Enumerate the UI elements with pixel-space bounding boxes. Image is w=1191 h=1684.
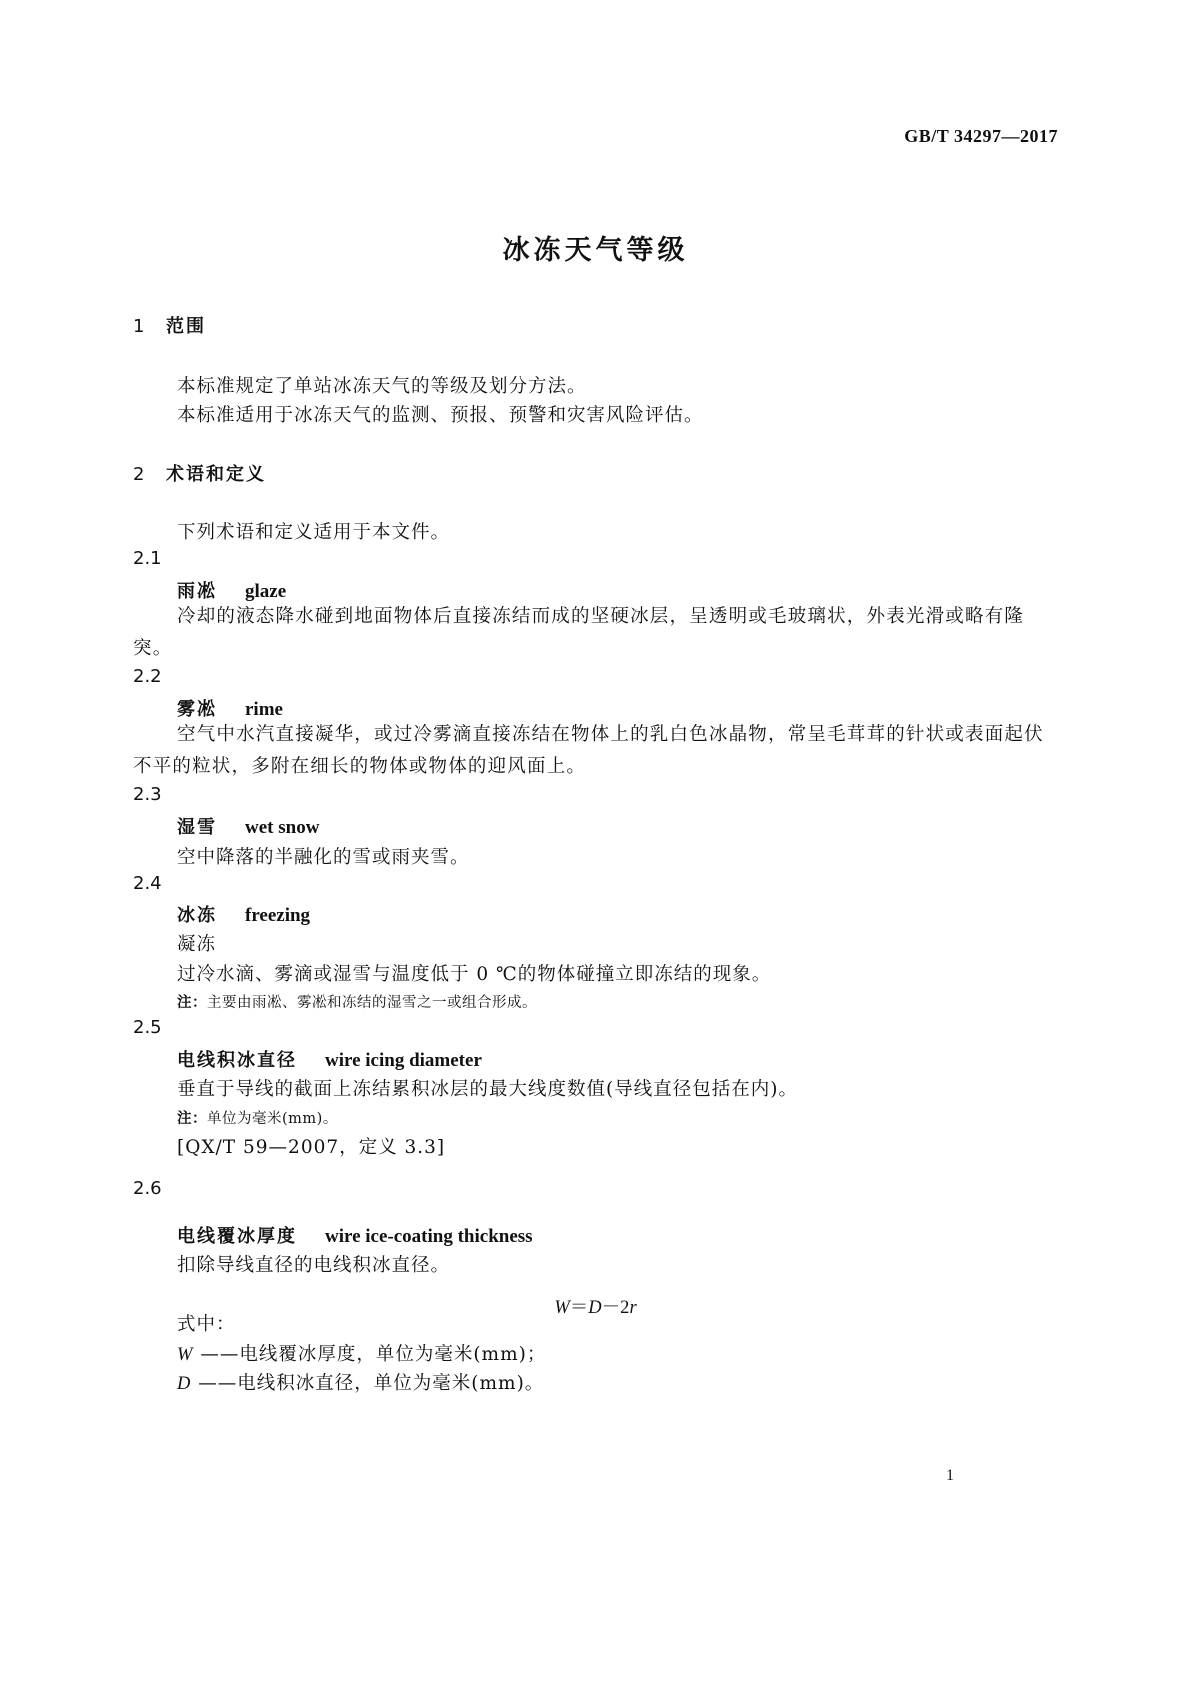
variable-desc: ——电线覆冰厚度，单位为毫米(mm)； — [200, 1344, 547, 1365]
term-definition: 过冷水滴、雾滴或湿雪与温度低于 0 ℃的物体碰撞立即冻结的现象。 — [177, 964, 772, 985]
term-zh: 冰冻 — [177, 905, 217, 926]
term-definition: 垂直于导线的截面上冻结累积冰层的最大线度数值(导线直径包括在内)。 — [177, 1079, 798, 1100]
variable-desc: ——电线积冰直径，单位为毫米(mm)。 — [198, 1373, 545, 1394]
section-number: 2 — [133, 464, 145, 485]
term-zh: 电线覆冰厚度 — [177, 1226, 297, 1247]
term-zh: 雨凇 — [177, 581, 217, 602]
clause-number: 2.5 — [133, 1017, 162, 1038]
note-text: 单位为毫米(mm)。 — [207, 1111, 338, 1127]
formula-eq: ＝ — [569, 1298, 589, 1318]
term-heading — [177, 695, 283, 721]
variable-definition — [177, 1340, 546, 1366]
term-en: glaze — [245, 581, 287, 602]
formula-r: r — [629, 1298, 637, 1318]
paragraph: 本标准适用于冰冻天气的监测、预报、预警和灾害风险评估。 — [177, 405, 704, 426]
section-number: 1 — [133, 316, 145, 337]
term-en: wire icing diameter — [325, 1050, 482, 1071]
formula-op: －2 — [601, 1298, 630, 1318]
clause-number: 2.4 — [133, 873, 162, 894]
document-title: 冰冻天气等级 — [502, 235, 689, 266]
section-1-heading — [133, 312, 206, 338]
formula-d: D — [588, 1298, 602, 1318]
term-heading — [177, 1222, 533, 1248]
standard-code: GB/T 34297—2017 — [904, 126, 1058, 146]
term-definition: 冷却的液态降水碰到地面物体后直接冻结而成的坚硬冰层，呈透明或毛玻璃状，外表光滑或略有隆突。 — [133, 606, 1025, 659]
section-title: 范围 — [166, 316, 206, 337]
term-definition: 空气中水汽直接凝华，或过冷雾滴直接冻结在物体上的乳白色冰晶物，常呈毛茸茸的针状或表面起伏不平的粒状，多附在细长的物体或物体的迎风面上。 — [133, 724, 1044, 777]
formula-lhs: W — [554, 1298, 570, 1318]
where-label: 式中： — [177, 1314, 236, 1335]
paragraph: 本标准规定了单站冰冻天气的等级及划分方法。 — [177, 376, 587, 397]
term-heading — [177, 901, 310, 927]
term-note — [177, 991, 537, 1012]
clause-number: 2.6 — [133, 1178, 162, 1199]
term-source: [QX/T 59—2007，定义 3.3] — [177, 1137, 446, 1158]
term-note — [177, 1107, 338, 1128]
note-text: 主要由雨凇、雾凇和冻结的湿雪之一或组合形成。 — [207, 995, 537, 1011]
section-2-heading — [133, 460, 266, 486]
page-number: 1 — [946, 1467, 954, 1484]
clause-number: 2.2 — [133, 666, 162, 687]
paragraph: 下列术语和定义适用于本文件。 — [177, 522, 451, 543]
term-en: rime — [245, 699, 283, 720]
variable-symbol: W — [177, 1345, 194, 1365]
clause-number: 2.1 — [133, 548, 162, 569]
term-zh: 湿雪 — [177, 817, 217, 838]
term-definition: 空中降落的半融化的雪或雨夹雪。 — [177, 847, 470, 868]
variable-definition — [177, 1369, 544, 1395]
variable-symbol: D — [177, 1374, 192, 1394]
clause-number: 2.3 — [133, 784, 162, 805]
term-synonym: 凝冻 — [177, 934, 217, 955]
note-label: 注： — [177, 995, 207, 1011]
section-title: 术语和定义 — [166, 464, 266, 485]
term-zh: 电线积冰直径 — [177, 1050, 297, 1071]
term-definition: 扣除导线直径的电线积冰直径。 — [177, 1255, 451, 1276]
term-heading — [177, 577, 286, 603]
note-label: 注： — [177, 1111, 207, 1127]
term-en: wire ice-coating thickness — [325, 1226, 533, 1247]
term-zh: 雾凇 — [177, 699, 217, 720]
term-heading — [177, 813, 319, 839]
term-heading — [177, 1046, 482, 1072]
term-en: wet snow — [245, 817, 320, 838]
term-en: freezing — [245, 905, 311, 926]
